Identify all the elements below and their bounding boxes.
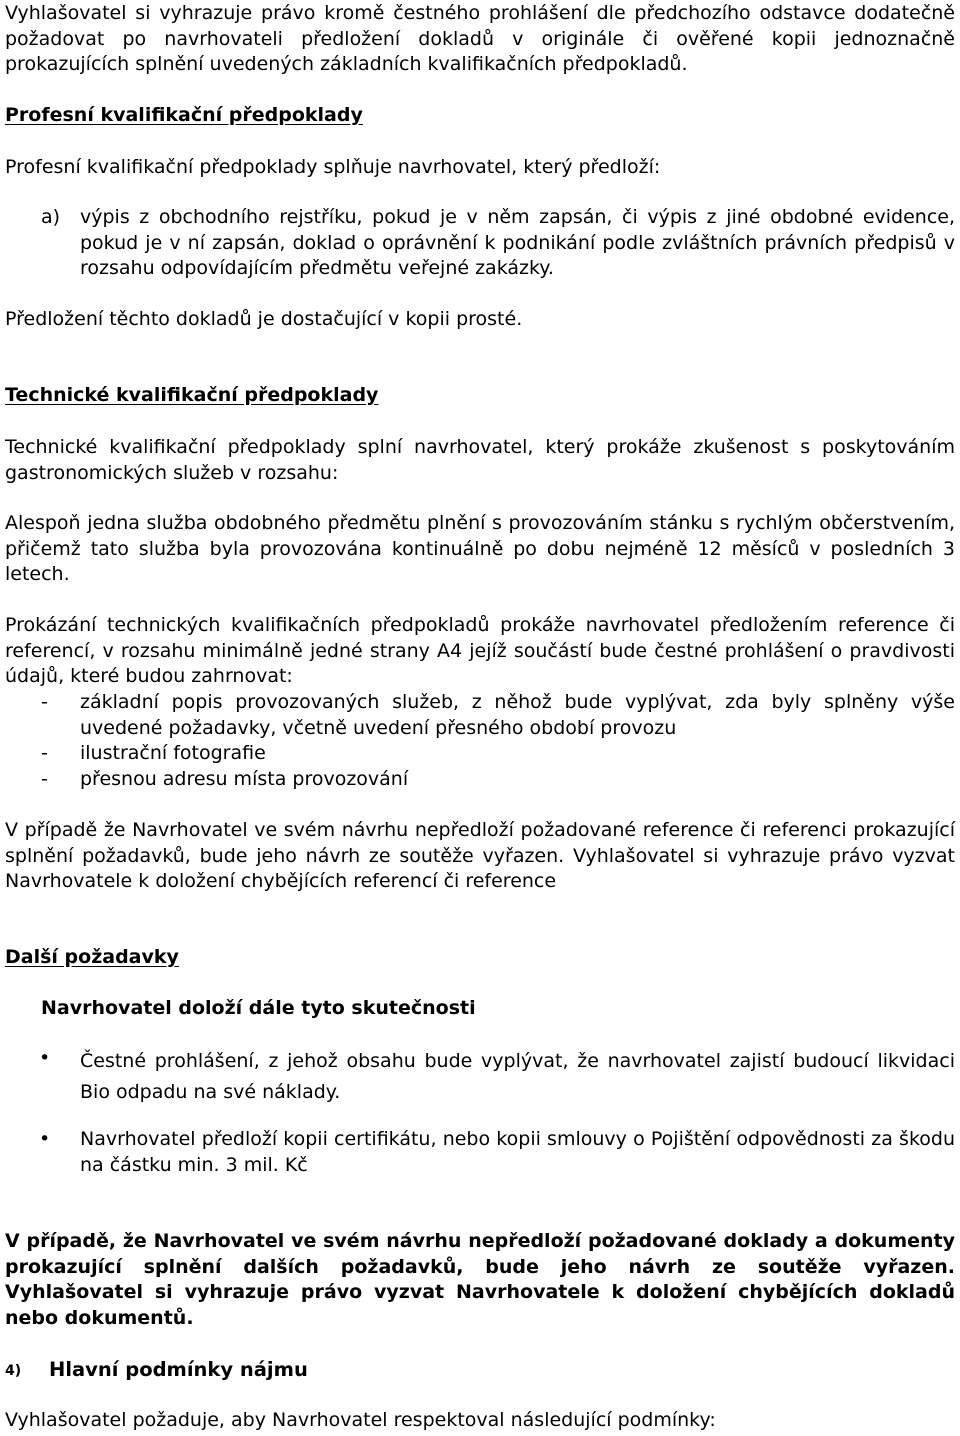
technicke-warning: V případě že Navrhovatel ve svém návrhu nepředloží požadované reference či referenci prokazující splnění požadavků, bude jeho návrh ze soutěže vyřazen. Vyhlašovatel si vyhrazuje právo vyzvat Navrhovatele k doložení chybějících referencí či reference: [5, 819, 955, 892]
section-4-heading: [5, 1357, 955, 1385]
dalsi-heading: Další požadavky: [5, 946, 179, 968]
bullet-text: Navrhovatel předloží kopii certifikátu, nebo kopii smlouvy o Pojištění odpovědnosti za škodu na částku min. 3 mil. Kč: [80, 1128, 955, 1176]
bullet-marker: •: [39, 1128, 51, 1150]
technicke-lead: Technické kvalifikační předpoklady splní navrhovatel, který prokáže zkušenost s poskytováním gastronomických služeb v rozsahu:: [5, 436, 955, 484]
profesni-heading: Profesní kvalifikační předpoklady: [5, 104, 363, 126]
list-item-text: základní popis provozovaných služeb, z něhož bude vyplývat, zda byly splněny výše uvedené požadavky, včetně uvedení přesného období provozu: [80, 691, 955, 739]
section-title: Hlavní podmínky nájmu: [49, 1358, 308, 1381]
bullet-marker: •: [39, 1047, 51, 1069]
dash-marker: -: [41, 691, 48, 713]
dalsi-warning: V případě, že Navrhovatel ve svém návrhu nepředloží požadované doklady a dokumenty prokazující splnění dalších požadavků, bude jeho návrh ze soutěže vyřazen. Vyhlašovatel si vyhrazuje právo vyzvat Navrhovatele k doložení chybějících dokladů nebo dokumentů.: [5, 1230, 955, 1329]
profesni-lead: Profesní kvalifikační předpoklady splňuje navrhovatel, který předloží:: [5, 156, 661, 178]
technicke-proof: Prokázání technických kvalifikačních předpokladů prokáže navrhovatel předložením reference či referencí, v rozsahu minimálně jedné strany A4 jejíž součástí bude čestné prohlášení o pravdivosti údajů, které budou zahrnovat:: [5, 614, 955, 687]
list-item-text: výpis z obchodního rejstříku, pokud je v něm zapsán, či výpis z jiné obdobné evidence, pokud je v ní zapsán, doklad o oprávnění k podnikání podle zvláštních právních předpisů v rozsahu odpovídajícím předmětu veřejné zakázky.: [80, 206, 955, 279]
profesni-note: Předložení těchto dokladů je dostačující v kopii prosté.: [5, 308, 523, 330]
section-4-lead: Vyhlašovatel požaduje, aby Navrhovatel respektoval následující podmínky:: [5, 1409, 716, 1431]
technicke-scope: Alespoň jedna služba obdobného předmětu plnění s provozováním stánku s rychlým občerstvením, přičemž tato služba byla provozována kontinuálně po dobu nejméně 12 měsíců v posledních 3 letech.: [5, 512, 955, 585]
bullet-text: Čestné prohlášení, z jehož obsahu bude vyplývat, že navrhovatel zajistí budoucí likvidaci Bio odpadu na své náklady.: [80, 1050, 955, 1103]
dash-marker: -: [41, 768, 48, 790]
dash-marker: -: [41, 742, 48, 764]
dalsi-subheading: Navrhovatel doloží dále tyto skutečnosti: [41, 997, 476, 1019]
section-number: 4): [5, 1363, 22, 1379]
list-item-text: přesnou adresu místa provozování: [80, 768, 409, 790]
list-item-text: ilustrační fotografie: [80, 742, 266, 764]
list-marker: a): [41, 206, 61, 228]
intro-paragraph: Vyhlašovatel si vyhrazuje právo kromě čestného prohlášení dle předchozího odstavce dodatečně požadovat po navrhovateli předložení dokladů v originále či ověřené kopii jednoznačně prokazujících splnění uvedených základních kvalifikačních předpokladů.: [5, 2, 955, 75]
technicke-heading: Technické kvalifikační předpoklady: [5, 384, 379, 406]
